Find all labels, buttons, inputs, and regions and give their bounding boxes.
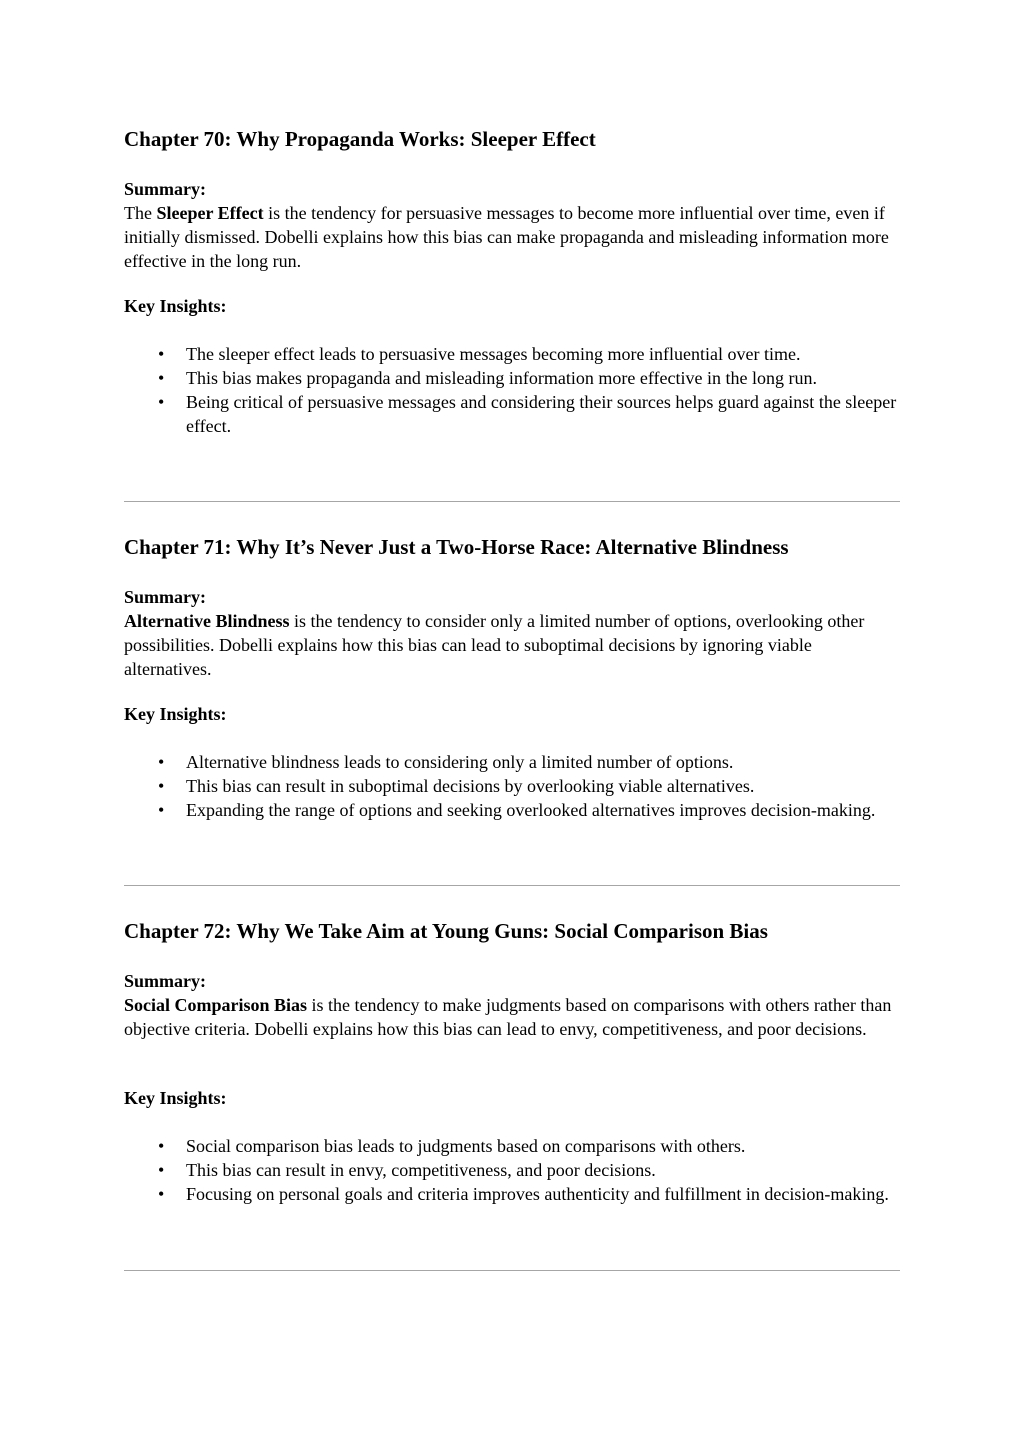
list-item: [124, 1134, 900, 1158]
bullet-icon: •: [158, 1184, 165, 1204]
insight-text: This bias can result in envy, competitiveness, and poor decisions.: [186, 1160, 656, 1180]
summary-body: is the tendency for persuasive messages to become more influential over time, even if initially dismissed. Dobelli explains how this bias can make propaganda and misleading information more effective in the long run.: [124, 203, 889, 271]
section-divider: [124, 1270, 900, 1271]
summary-label: Summary:: [124, 971, 206, 991]
bullet-icon: •: [158, 776, 165, 796]
summary-body: is the tendency to consider only a limited number of options, overlooking other possibilities. Dobelli explains how this bias can lead to suboptimal decisions by ignoring viable alternatives.: [124, 611, 865, 679]
chapter-title: Chapter 70: Why Propaganda Works: Sleeper Effect: [124, 127, 596, 151]
key-insights-list: [124, 750, 900, 822]
summary-body: is the tendency to make judgments based on comparisons with others rather than objective criteria. Dobelli explains how this bias can lead to envy, competitiveness, and poor decisions.: [124, 995, 892, 1039]
chapter-title: Chapter 71: Why It’s Never Just a Two-Horse Race: Alternative Blindness: [124, 535, 789, 559]
list-item: [124, 342, 900, 366]
list-item: [124, 1158, 900, 1182]
summary-term: Social Comparison Bias: [124, 995, 308, 1015]
chapter-title: Chapter 72: Why We Take Aim at Young Guns: Social Comparison Bias: [124, 919, 768, 943]
key-insights-list: [124, 342, 900, 438]
bullet-icon: •: [158, 344, 165, 364]
insight-text: The sleeper effect leads to persuasive messages becoming more influential over time.: [186, 344, 801, 364]
section-divider: [124, 885, 900, 886]
summary-text: [124, 993, 900, 1041]
insight-text: Being critical of persuasive messages and considering their sources helps guard against the sleeper effect.: [186, 392, 897, 436]
summary-text: [124, 609, 900, 681]
insight-text: Focusing on personal goals and criteria improves authenticity and fulfillment in decision-making.: [186, 1184, 889, 1204]
key-insights-list: [124, 1134, 900, 1206]
summary-text: [124, 201, 900, 273]
list-item: [124, 798, 900, 822]
summary-term: Sleeper Effect: [156, 203, 264, 223]
insight-text: Social comparison bias leads to judgments based on comparisons with others.: [186, 1136, 746, 1156]
key-insights-label: Key Insights:: [124, 704, 227, 724]
list-item: [124, 366, 900, 390]
key-insights-label: Key Insights:: [124, 296, 227, 316]
insight-text: This bias can result in suboptimal decisions by overlooking viable alternatives.: [186, 776, 755, 796]
list-item: [124, 1182, 900, 1206]
bullet-icon: •: [158, 800, 165, 820]
bullet-icon: •: [158, 1136, 165, 1156]
bullet-icon: •: [158, 1160, 165, 1180]
list-item: [124, 750, 900, 774]
summary-label: Summary:: [124, 179, 206, 199]
insight-text: Expanding the range of options and seeking overlooked alternatives improves decision-making.: [186, 800, 876, 820]
list-item: [124, 390, 900, 438]
key-insights-label: Key Insights:: [124, 1088, 227, 1108]
summary-term: Alternative Blindness: [124, 611, 290, 631]
list-item: [124, 774, 900, 798]
bullet-icon: •: [158, 752, 165, 772]
insight-text: This bias makes propaganda and misleading information more effective in the long run.: [186, 368, 817, 388]
bullet-icon: •: [158, 392, 165, 412]
insight-text: Alternative blindness leads to considering only a limited number of options.: [186, 752, 734, 772]
summary-prefix: The: [124, 203, 157, 223]
section-divider: [124, 501, 900, 502]
summary-label: Summary:: [124, 587, 206, 607]
bullet-icon: •: [158, 368, 165, 388]
